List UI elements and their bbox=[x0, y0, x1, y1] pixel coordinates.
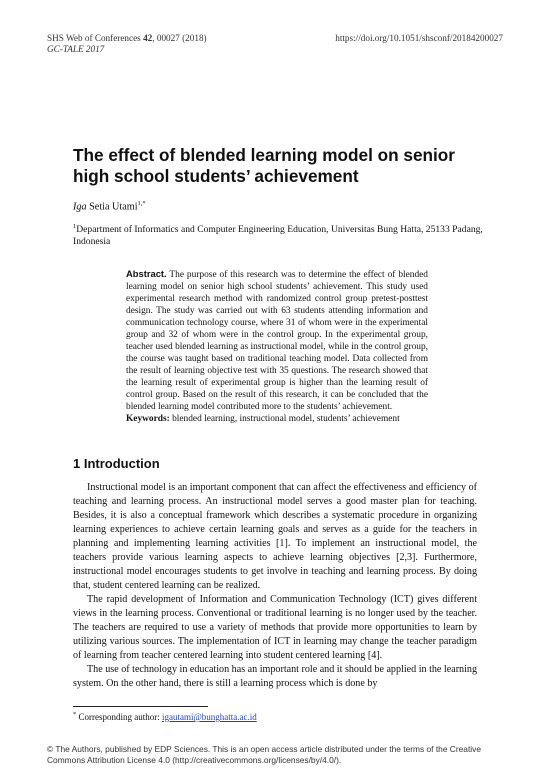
paper-title: The effect of blended learning model on senior high school students’ achievement bbox=[73, 145, 455, 186]
abstract-text: The purpose of this research was to determine the effect of blended learning model on senior high school students’ achievement. This study used experimental research method with randomized control group pretest-posttest design. The study was carried out with 63 students attending information and communication technology course, where 31 of whom were in the experimental group and 32 of whom were in the control group. In the experimental group, teacher used blended learning as instructional model, while in the control group, the course was taught based on traditional teaching model. Data collected from the result of learning objective test with 35 questions. The research showed that the learning result of experimental group is higher than the learning result of control group. Based on the result of this research, it can be concluded that the blended learning model contributed more to the students’ achievement. bbox=[126, 270, 428, 412]
author-given-name: Iga bbox=[73, 201, 87, 213]
conference-name: GC-TALE 2017 bbox=[47, 44, 105, 54]
author-affiliation-marker: 1,* bbox=[137, 200, 146, 207]
footnote-divider bbox=[73, 706, 208, 707]
abstract-label: Abstract. bbox=[126, 268, 167, 279]
license-footer: © The Authors, published by EDP Sciences. This is an open access article distributed under the terms of the Creative Commons Attribution License 4.0 (http://creativecommons.org/licenses/by/4.0/). bbox=[47, 744, 481, 765]
author-line bbox=[73, 200, 146, 212]
doi-link[interactable]: https://doi.org/10.1051/shsconf/20184200027 bbox=[335, 33, 503, 43]
affiliation-text: Department of Informatics and Computer Engineering Education, Universitas Bung Hatta, 25133 Padang, Indonesia bbox=[73, 224, 483, 248]
abstract-block bbox=[126, 268, 428, 425]
body-paragraph: The use of technology in education has an important role and it should be applied in the learning system. On the other hand, there is still a learning process which is done by bbox=[73, 664, 477, 689]
corresponding-email-link[interactable]: igautami@bunghatta.ac.id bbox=[162, 712, 257, 722]
section-body bbox=[73, 481, 477, 691]
volume-number: 42 bbox=[143, 33, 153, 43]
keywords-text: blended learning, instructional model, students’ achievement bbox=[169, 414, 400, 424]
footnote-marker: * bbox=[73, 711, 77, 718]
running-header bbox=[47, 33, 503, 55]
journal-citation: SHS Web of Conferences 42, 00027 (2018) bbox=[47, 33, 207, 43]
section-heading: 1 Introduction bbox=[73, 456, 160, 471]
affiliation bbox=[73, 221, 493, 248]
affiliation-marker: 1 bbox=[73, 223, 77, 230]
body-paragraph: Instructional model is an important component that can affect the effectiveness and efficiency of teaching and learning process. An instructional model serves a good master plan for teaching. Besides, it is also a conceptual framework which describes a systematic procedure in organizing learning experiences to achieve certain learning goals and serves as a guide for the teachers in planning and implementing learning activities [1]. To implement an instructional model, the teachers provide various learning aspects to achieve learning objectives [2,3]. Furthermore, instructional model encourages students to get involve in teaching and learning process. By doing that, student centered learning can be realized. bbox=[73, 482, 477, 591]
keywords-label: Keywords: bbox=[126, 414, 170, 424]
body-paragraph: The rapid development of Information and Communication Technology (ICT) gives different views in the learning process. Conventional or traditional learning is no longer used by the teacher. The teachers are required to use a variety of methods that provide more opportunities to learn by utilizing various sources. The implementation of ICT in learning may change the teacher paradigm of learning from teacher centered learning into student centered learning [4]. bbox=[73, 594, 477, 661]
footnote-label: Corresponding author: bbox=[76, 712, 162, 722]
author-family-name: Setia Utami bbox=[86, 201, 138, 213]
footnote bbox=[73, 711, 257, 722]
